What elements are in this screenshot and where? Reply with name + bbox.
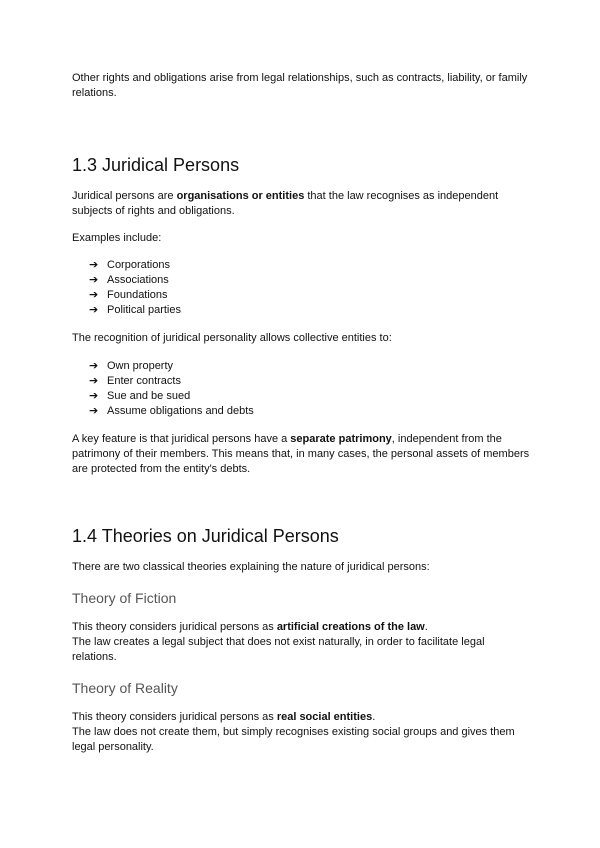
reality-text-bold: real social entities: [276, 711, 373, 723]
arrow-right-icon: ➔: [89, 405, 99, 417]
list-item: [89, 359, 532, 374]
definition-text-bold: organisations or entities: [176, 190, 305, 202]
reality-text-post: .: [372, 711, 376, 723]
theories-intro: There are two classical theories explaining the nature of juridical persons:: [72, 561, 430, 573]
patrimony-text-pre: A key feature is that juridical persons have a: [72, 433, 291, 445]
document-body: [72, 71, 532, 755]
definition-paragraph: [72, 189, 532, 219]
capabilities-list: [72, 359, 532, 419]
reality-text-line2: The law does not create them, but simply recognises existing social groups and gives them legal personality.: [72, 726, 515, 753]
definition-text-post: that the law recognises as independent subjects of rights and obligations.: [72, 190, 499, 217]
list-item: [89, 288, 532, 303]
arrow-right-icon: ➔: [89, 259, 99, 271]
patrimony-paragraph: [72, 432, 532, 477]
fiction-text-line2: The law creates a legal subject that does not exist naturally, in order to facilitate legal relations.: [72, 636, 485, 663]
section-heading-1-4: 1.4 Theories on Juridical Persons: [72, 526, 339, 546]
subheading-theory-of-reality: Theory of Reality: [72, 680, 178, 696]
patrimony-text-bold: separate patrimony: [290, 433, 392, 445]
section-heading-1-3: 1.3 Juridical Persons: [72, 155, 240, 175]
arrow-right-icon: ➔: [89, 274, 99, 286]
fiction-text-post: .: [424, 621, 428, 633]
arrow-right-icon: ➔: [89, 304, 99, 316]
fiction-text-bold: artificial creations of the law: [276, 621, 425, 633]
patrimony-text-post: , independent from the patrimony of their members. This means that, in many cases, the personal assets of members are protected from the entity's debts.: [72, 433, 530, 475]
list-item-label: Political parties: [107, 304, 181, 316]
recognition-intro: The recognition of juridical personality allows collective entities to:: [72, 332, 392, 344]
list-item-label: Sue and be sued: [107, 390, 191, 402]
fiction-paragraph: [72, 620, 532, 665]
fiction-text-pre: This theory considers juridical persons as: [72, 621, 277, 633]
list-item-label: Corporations: [107, 259, 170, 271]
list-item-label: Assume obligations and debts: [107, 405, 254, 417]
list-item-label: Foundations: [107, 289, 168, 301]
reality-paragraph: [72, 710, 532, 755]
list-item-label: Associations: [107, 274, 169, 286]
list-item: [89, 404, 532, 419]
list-item: [89, 389, 532, 404]
list-item: [89, 258, 532, 273]
arrow-right-icon: ➔: [89, 390, 99, 402]
list-item: [89, 303, 532, 318]
arrow-right-icon: ➔: [89, 375, 99, 387]
list-item-label: Enter contracts: [107, 375, 181, 387]
list-item-label: Own property: [107, 360, 174, 372]
reality-text-pre: This theory considers juridical persons as: [72, 711, 277, 723]
examples-list: [72, 258, 532, 318]
list-item: [89, 273, 532, 288]
arrow-right-icon: ➔: [89, 289, 99, 301]
definition-text-pre: Juridical persons are: [72, 190, 177, 202]
arrow-right-icon: ➔: [89, 360, 99, 372]
examples-intro: Examples include:: [72, 232, 162, 244]
intro-paragraph: Other rights and obligations arise from legal relationships, such as contracts, liability, or family relations.: [72, 72, 528, 99]
list-item: [89, 374, 532, 389]
subheading-theory-of-fiction: Theory of Fiction: [72, 590, 177, 606]
